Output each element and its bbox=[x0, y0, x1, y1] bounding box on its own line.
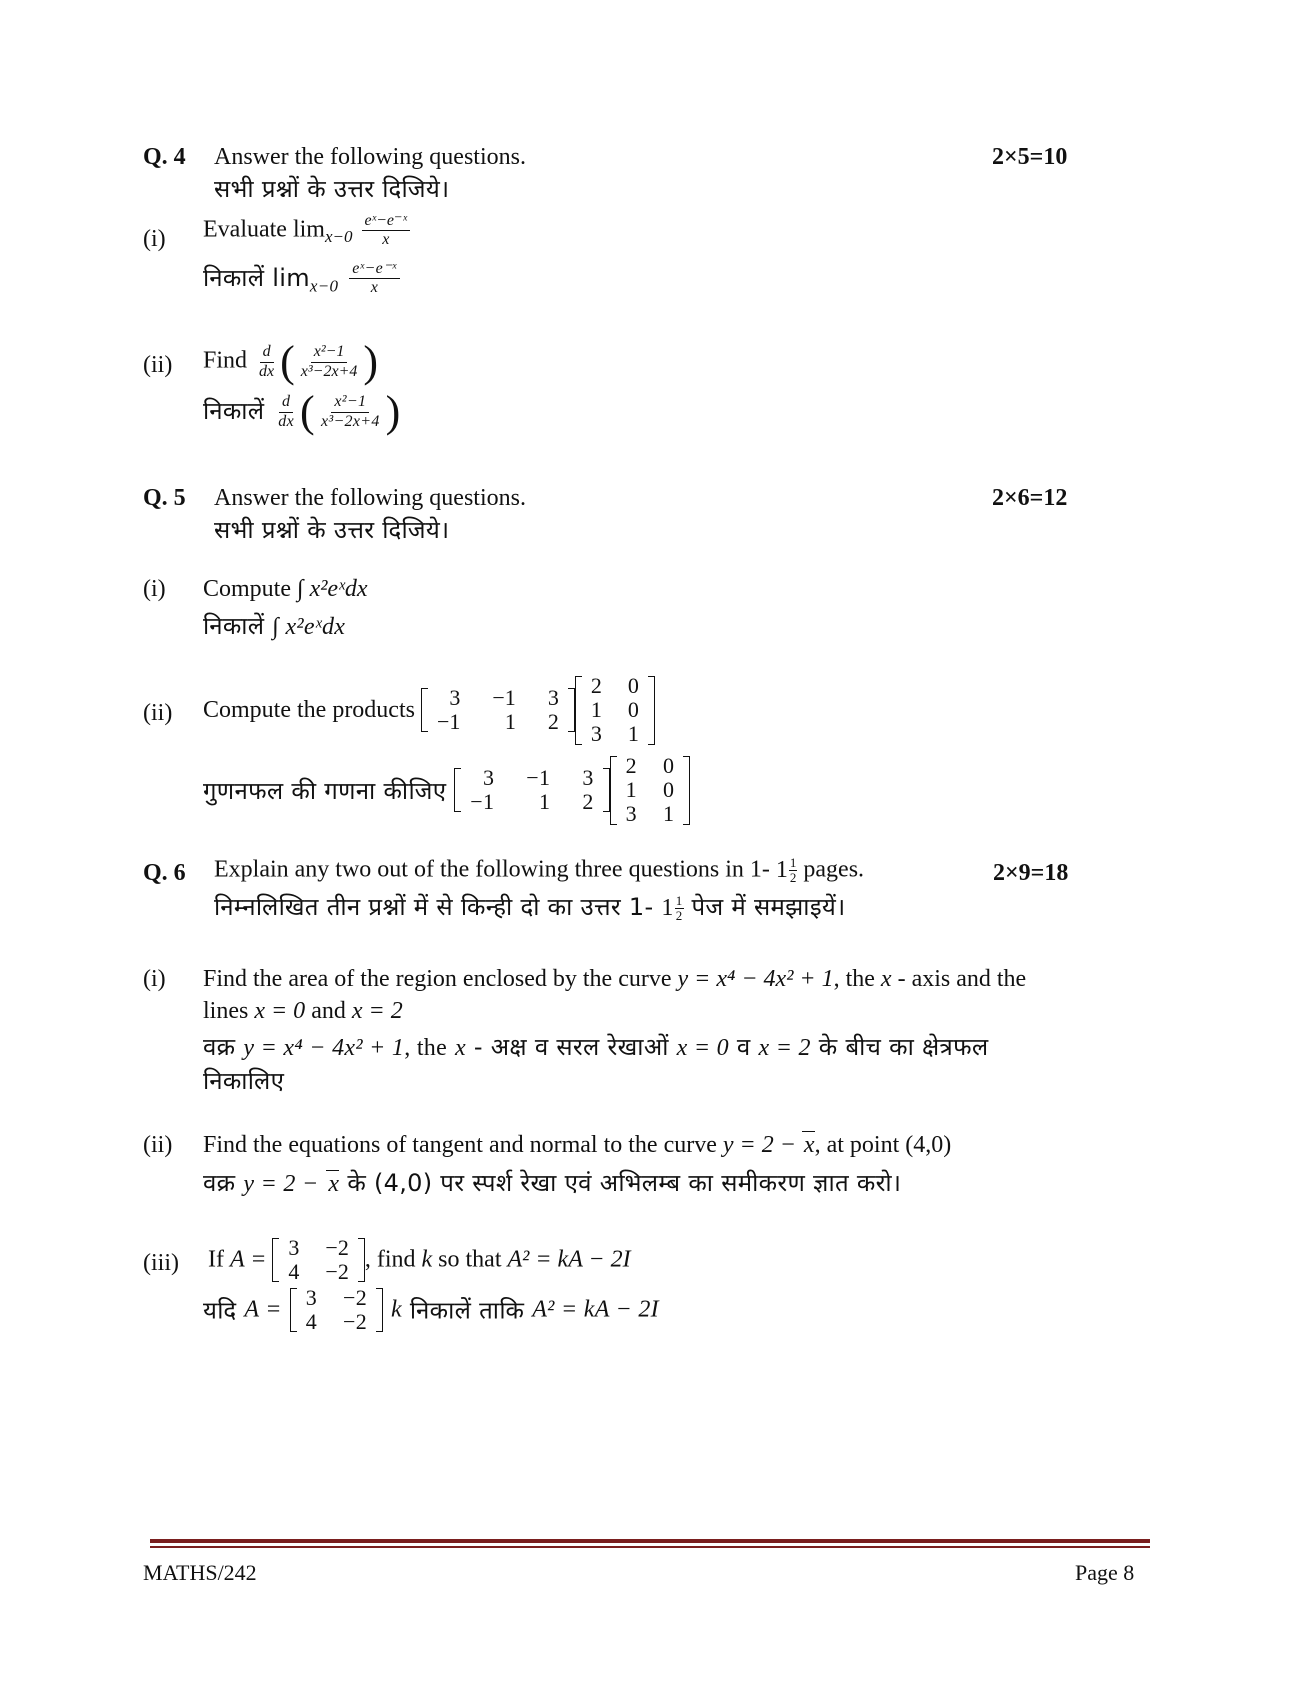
q6-i-hi-line2: निकालिए bbox=[203, 1067, 285, 1095]
q6-title-en-b: pages. bbox=[803, 856, 865, 883]
q5-title-en: Answer the following questions. bbox=[214, 485, 526, 511]
q4-ii-hi-prefix: निकालें bbox=[203, 397, 265, 425]
q6-ii-hi: वक्र y = 2 − x के (4,0) पर स्पर्श रेखा एवं अभिलम्ब का समीकरण ज्ञात करो। bbox=[203, 1169, 902, 1197]
q4-i-hi-frac: $\frac{\text{eˣ−e⁻ˣ}}{x}$ bbox=[349, 260, 399, 298]
q5-i-en-expr: ∫ x²eˣdx bbox=[297, 576, 368, 602]
q5-ii-num: (ii) bbox=[143, 700, 173, 726]
q6-iii-en: If A = 3 −2 4 −2 , find k so that A² = kA − 2I bbox=[208, 1235, 631, 1285]
q5-marks: 2×6=12 bbox=[992, 485, 1068, 511]
q5-i-num: (i) bbox=[143, 576, 166, 602]
q4-i-hi-prefix: निकालें lim bbox=[203, 263, 310, 292]
q6-i-en-line2: lines x = 0 and x = 2 bbox=[203, 998, 403, 1024]
q5-label: Q. 5 bbox=[143, 485, 186, 511]
q5-i-hi-prefix: निकालें bbox=[203, 612, 265, 640]
q5-ii-en-prefix: Compute the products bbox=[203, 696, 415, 723]
q4-i-en-sub: x−0 bbox=[324, 227, 353, 247]
q4-ii-num: (ii) bbox=[143, 352, 173, 378]
footer-page-number: Page 8 bbox=[1075, 1560, 1135, 1585]
q6-marks: 2×9=18 bbox=[993, 860, 1069, 886]
q5-ii-hi-matrix1: 3 −1 3 −1 1 2 bbox=[454, 766, 609, 814]
q5-title-hi: सभी प्रश्नों के उत्तर दिजिये। bbox=[214, 516, 450, 544]
q5-i-hi-expr: ∫ x²eˣdx bbox=[272, 614, 346, 640]
q6-title-hi-mixed: 1 $\frac{1}{2}$ bbox=[661, 893, 683, 923]
q6-ii-num: (ii) bbox=[143, 1132, 173, 1158]
q4-i-en-frac: $\frac{\text{eˣ−e⁻ˣ}}{x}$ bbox=[362, 212, 410, 250]
footer-rule-thin bbox=[150, 1546, 1150, 1548]
q6-i-en-line1: Find the area of the region enclosed by the curve y = x⁴ − 4x² + 1, the x - axis and the bbox=[203, 966, 1027, 992]
q6-iii-hi: यदि A = 3 −2 4 −2 k निकालें ताकि A² = kA − 2I bbox=[203, 1285, 659, 1335]
footer-subject-code: MATHS/242 bbox=[143, 1560, 257, 1585]
q6-ii-hi-sqrt: x bbox=[328, 1171, 340, 1197]
q6-title-hi-a: निम्नलिखित तीन प्रश्नों में से किन्ही दो का उत्तर 1- bbox=[214, 893, 654, 921]
q6-label: Q. 6 bbox=[143, 860, 186, 886]
q6-iii-num: (iii) bbox=[143, 1250, 179, 1276]
q4-ii-en-frac: $\frac{\text{x²−1}}{\text{x³−2x+4}}$ bbox=[300, 343, 358, 380]
q4-ii-en-d: $\frac{d}{dx}$ bbox=[259, 343, 275, 380]
q6-ii-en-sqrt: x bbox=[803, 1132, 815, 1158]
q4-ii-en-prefix: Find bbox=[203, 347, 248, 374]
q5-i-en bbox=[203, 576, 368, 603]
q6-title-hi bbox=[214, 890, 846, 923]
q4-i-en-prefix: Evaluate lim bbox=[203, 216, 325, 243]
q6-iii-hi-matrix: 3 −2 4 −2 bbox=[290, 1286, 383, 1334]
q4-label: Q. 4 bbox=[143, 144, 186, 170]
q4-ii-hi-frac: $\frac{\text{x²−1}}{\text{x³−2x+4}}$ bbox=[320, 393, 380, 430]
q4-ii-en: Find $\frac{d}{dx}$ ( $\frac{\text{x²−1}}{\text{x³−2x+4}}$ ) bbox=[203, 337, 379, 386]
q4-i-en bbox=[203, 212, 413, 250]
q6-i-num: (i) bbox=[143, 966, 166, 992]
q5-ii-en-matrix2: 2 0 1 0 3 1 bbox=[575, 674, 655, 747]
q4-ii-hi: निकालें $\frac{d}{dx}$ ( $\frac{\text{x²−1}}{\text{x³−2x+4}}$ ) bbox=[203, 387, 401, 436]
q4-title-en: Answer the following questions. bbox=[214, 144, 526, 170]
q5-ii-hi-prefix: गुणनफल की गणना कीजिए bbox=[203, 776, 447, 805]
q4-title-hi: सभी प्रश्नों के उत्तर दिजिये। bbox=[214, 175, 450, 203]
q6-iii-en-matrix: 3 −2 4 −2 bbox=[272, 1236, 364, 1284]
q6-title-en bbox=[214, 856, 864, 884]
q5-ii-en-matrix1: 3 −1 3 −1 1 2 bbox=[421, 686, 575, 734]
q6-title-hi-b: पेज में समझाइयें। bbox=[691, 893, 846, 921]
footer-rule-thick bbox=[150, 1539, 1150, 1543]
q5-i-hi bbox=[203, 609, 345, 642]
q6-title-en-mixed: 1 $\frac{1}{2}$ bbox=[775, 855, 797, 885]
q4-i-hi-sub: x−0 bbox=[309, 276, 339, 296]
q6-title-en-a: Explain any two out of the following three questions in 1- bbox=[214, 856, 770, 883]
q5-ii-en bbox=[203, 674, 655, 747]
q4-i-num: (i) bbox=[143, 226, 166, 252]
q6-ii-en: Find the equations of tangent and normal to the curve y = 2 − x, at point (4,0) bbox=[203, 1132, 952, 1158]
q4-ii-hi-d: $\frac{d}{dx}$ bbox=[278, 393, 294, 430]
q4-i-hi bbox=[203, 260, 403, 298]
q5-ii-hi bbox=[203, 754, 690, 827]
q4-marks: 2×5=10 bbox=[992, 144, 1068, 170]
q5-i-en-prefix: Compute bbox=[203, 576, 291, 602]
q5-ii-hi-matrix2: 2 0 1 0 3 1 bbox=[610, 754, 691, 827]
q6-i-hi-line1: वक्र y = x⁴ − 4x² + 1, the x - अक्ष व सरल रेखाओं x = 0 व x = 2 के बीच का क्षेत्रफल bbox=[203, 1033, 989, 1061]
